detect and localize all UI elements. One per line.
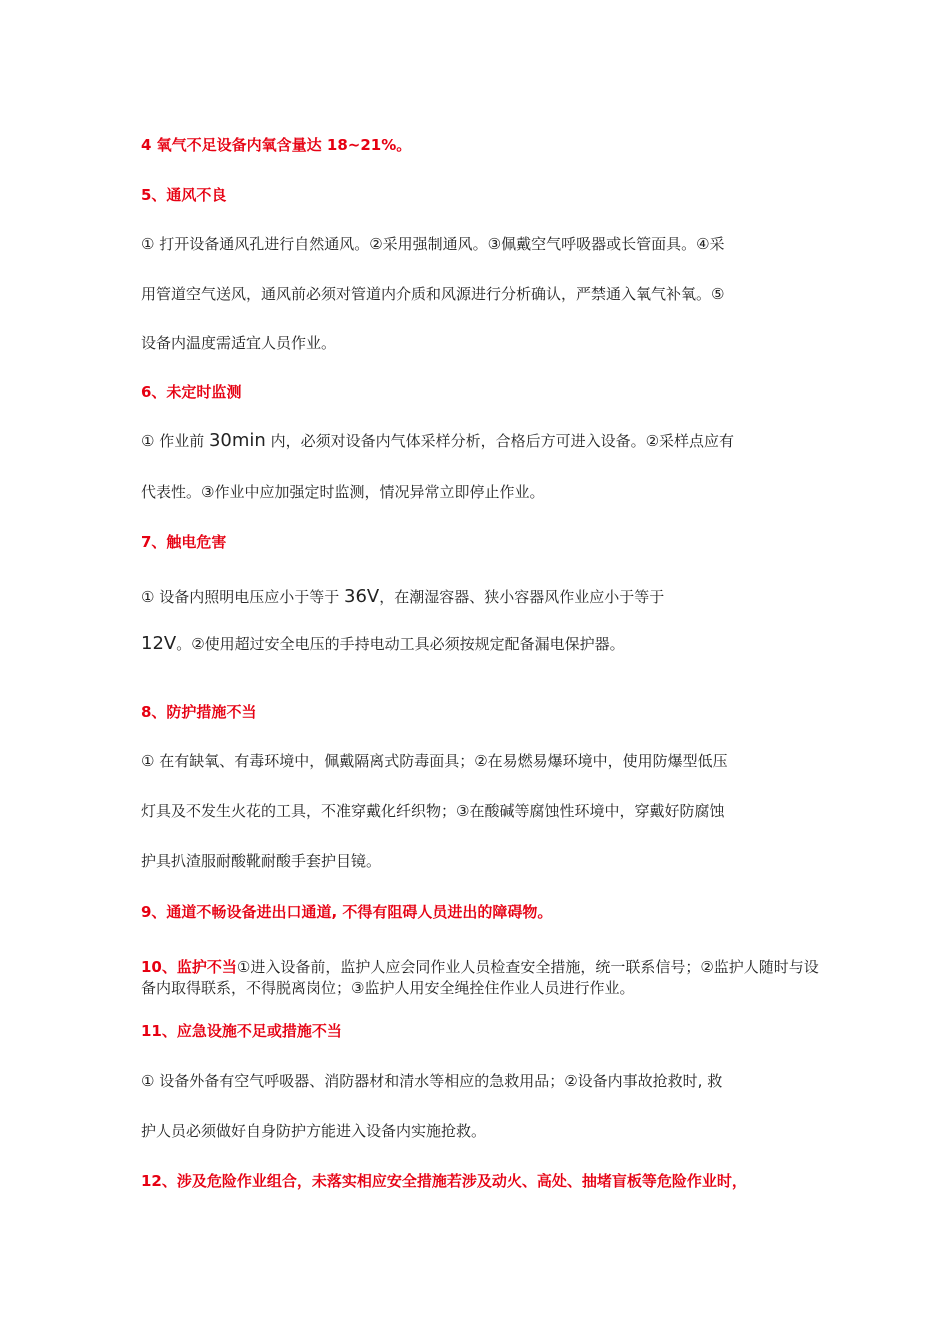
- section-7-voltage-36: 36V: [344, 586, 380, 607]
- section-11-line-1: ① 设备外备有空气呼吸器、消防器材和清水等相应的急救用品；②设备内事故抢救时, 救: [141, 1072, 723, 1090]
- section-8-line-2: 灯具及不发生火花的工具，不准穿戴化纤织物；③在酸碱等腐蚀性环境中，穿戴好防腐蚀: [141, 802, 725, 820]
- section-8-line-3: 护具扒渣服耐酸靴耐酸手套护目镜。: [141, 852, 382, 870]
- section-8-heading: 8、防护措施不当: [141, 703, 257, 721]
- section-6-line-1: [141, 430, 821, 451]
- section-5-line-3: 设备内温度需适宜人员作业。: [141, 334, 337, 352]
- section-4-heading: 4 氧气不足设备内氧含量达 18~21%。: [141, 136, 412, 154]
- section-9-heading: 9、通道不畅设备进出口通道, 不得有阻碍人员进出的障碍物。: [141, 903, 553, 921]
- section-5-heading: 5、通风不良: [141, 186, 227, 204]
- section-6-duration: 30min: [208, 430, 266, 451]
- section-7-heading: 7、触电危害: [141, 533, 227, 551]
- section-7-line-1-b: ，在潮湿容器、狭小容器风作业应小于等于: [379, 588, 665, 606]
- section-8-line-1: ① 在有缺氧、有毒环境中，佩戴隔离式防毒面具；②在易燃易爆环境中，使用防爆型低压: [141, 752, 728, 770]
- section-6-line-2: 代表性。③作业中应加强定时监测，情况异常立即停止作业。: [141, 483, 545, 501]
- section-7-line-1: [141, 586, 821, 607]
- section-6-line-1-a: ① 作业前: [141, 432, 209, 450]
- section-7-line-2: [141, 633, 821, 654]
- section-10-heading: 10、监护不当: [141, 958, 237, 976]
- section-11-line-2: 护人员必须做好自身防护方能进入设备内实施抢救。: [141, 1122, 487, 1140]
- section-5-line-1: ① 打开设备通风孔进行自然通风。②采用强制通风。③佩戴空气呼吸器或长管面具。④采: [141, 235, 725, 253]
- section-7-voltage-12: 12V: [141, 633, 177, 654]
- section-7-line-2-b: 。②使用超过安全电压的手持电动工具必须按规定配备漏电保护器。: [176, 635, 625, 653]
- section-10-text: ①进入设备前，监护人应会同作业人员检查安全措施，统一联系信号；②监护人随时与设备内取得联系，不得脱离岗位；③监护人用安全绳拴住作业人员进行作业。: [141, 958, 819, 997]
- section-6-line-1-b: 内，必须对设备内气体采样分析，合格后方可进入设备。②采样点应有: [265, 432, 735, 450]
- section-12-heading: 12、涉及危险作业组合，未落实相应安全措施若涉及动火、高处、抽堵盲板等危险作业时，: [141, 1172, 747, 1190]
- section-11-heading: 11、应急设施不足或措施不当: [141, 1022, 342, 1040]
- section-6-heading: 6、未定时监测: [141, 383, 242, 401]
- section-7-line-1-a: ① 设备内照明电压应小于等于: [141, 588, 344, 606]
- section-5-line-2: 用管道空气送风，通风前必须对管道内介质和风源进行分析确认，严禁通入氧气补氧。⑤: [141, 285, 725, 303]
- section-10-paragraph: [141, 957, 821, 999]
